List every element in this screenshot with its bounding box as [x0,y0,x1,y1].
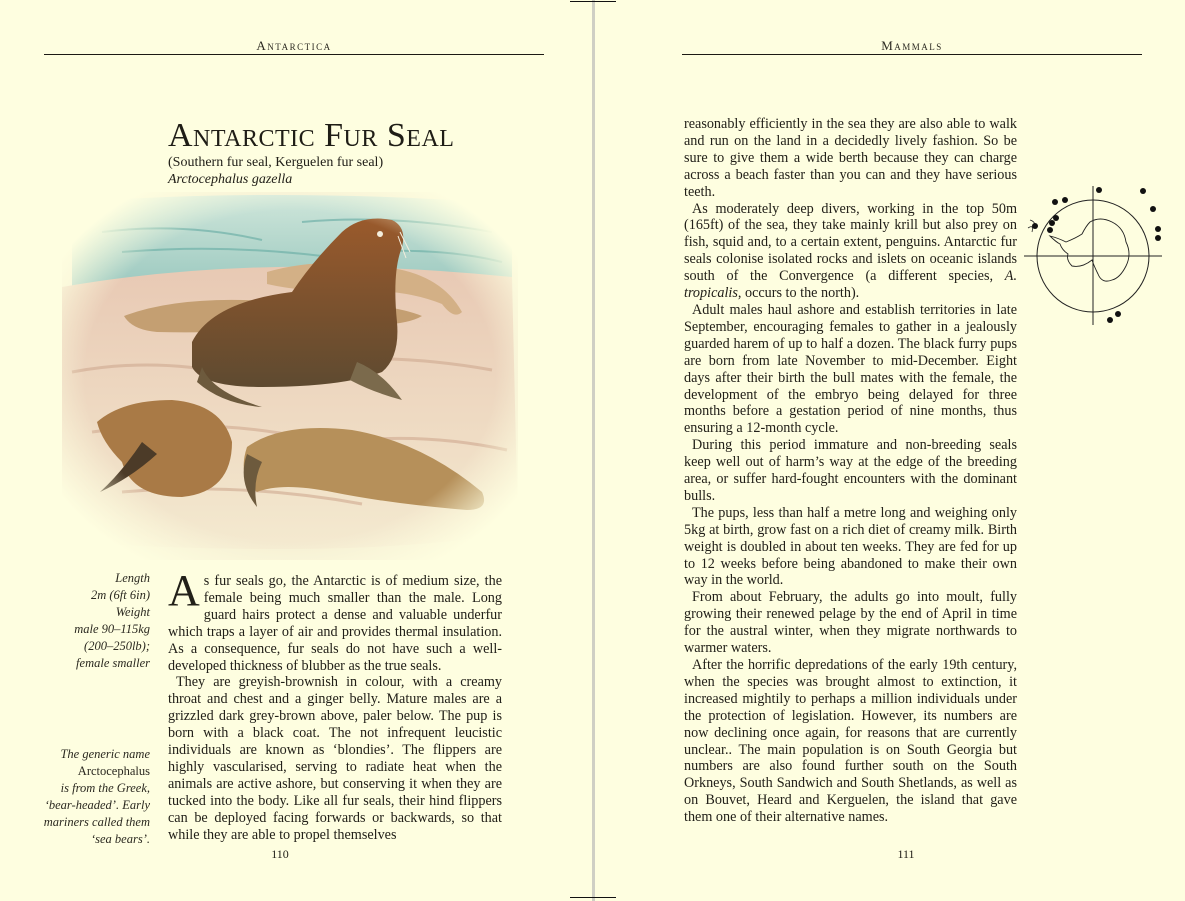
fur-seal-illustration [62,192,518,560]
body-paragraph: From about February, the adults go into moult, fully growing their renewed pelage by the end of April in time for the austral winter, when they migrate northwards to warmer waters. [684,589,1017,657]
paragraph-text: , occurs to the north). [737,285,860,302]
species-italic: A. tropicalis [684,268,1017,302]
page-number-left: 110 [271,847,289,861]
weight-value-male: male 90–115kg [74,622,150,636]
common-names: (Southern fur seal, Kerguelen fur seal) [168,155,384,170]
body-paragraph: During this period immature and non-breeding seals keep well out of harm’s way at the edge of the breeding area, or suffer hard-fought encounters with the dominant bulls. [684,437,1017,504]
etymology-line: mariners called them [43,815,150,829]
body-paragraph: They are greyish-brownish in colour, with a creamy throat and chest and a ginger belly. Mature males are a grizzled dark grey-brown above, paler below. The pup is born with a black coat. The not infrequent leucistic individuals are known as ‘blondies’. The flippers are highly vascularised, serving to radiate heat when the animals are active ashore, but conserving it when they are tucked into the body. Like all fur seals, their hind flippers can be deployed facing forwards or backwards, so that while they are able to propel themselves [168,674,502,843]
body-paragraph: reasonably efficiently in the sea they are also able to walk and run on the land in a decidedly lively fashion. So be sure to give them a wide berth because they can charge across a beach faster than you can and they have serious teeth. [684,116,1017,200]
distribution-map-icon [1020,170,1185,340]
species-heading [168,118,454,188]
etymology-line: ‘bear-headed’. Early [44,798,150,812]
right-body-text [684,116,1017,826]
paragraph-text: As moderately deep divers, working in the top 50m (165ft) of the sea, they take mainly krill but also prey on fish, squid and, to a certain extent, penguins. Antarctic fur seals colonise isolated rocks and islets on oceanic islands south of the Convergence (a different species, [684,200,1017,285]
body-paragraph: Adult males haul ashore and establish territories in late September, encouraging females to gather in a jealously guarded harem of up to half a dozen. The black furry pups are born from late November to mid-December. Eight days after their birth the bull mates with the female, the development of the embryo being delayed for three months before a gestation period of nine months, thus ensuring a 12-month cycle. [684,301,1017,437]
body-paragraph: After the horrific depredations of the early 19th century, when the species was brought almost to extinction, it increased mightily to perhaps a million individuals under the protection of legislation. However, its numbers are now declining once again, for reasons that are currently unclear.. The main population is on South Georgia but numbers are also found further south on the South Orkneys, South Sandwich and South Shetlands, as well as on Bouvet, Heard and Kerguelen, the island that gave them one of their alternative names. [684,657,1017,826]
running-head-left: Antarctica [256,38,332,53]
body-paragraph [684,201,1017,302]
header-rule-left [44,54,544,55]
crop-mark-bottom [570,897,616,898]
etymology-genus-name: Arctocephalus [77,764,150,778]
length-value: 2m (6ft 6in) [90,588,150,602]
weight-value-female: female smaller [76,656,150,670]
length-label: Length [115,571,150,585]
weight-label: Weight [115,605,150,619]
weight-value-imperial: (200–250lb); [84,639,150,653]
crop-mark-top [570,1,616,2]
species-title: Antarctic Fur Seal [168,117,455,154]
drop-cap: A [168,566,200,615]
page-number-right: 111 [897,847,915,861]
header-rule-right [682,54,1142,55]
etymology-line: ‘sea bears’. [90,832,150,846]
scientific-name: Arctocephalus gazella [168,172,293,187]
etymology-sidenote [40,746,150,848]
left-body-text [168,566,502,844]
etymology-line: is from the Greek, [60,781,150,795]
body-paragraph [168,566,502,674]
book-gutter [592,0,595,901]
paragraph-text: s fur seals go, the Antarctic is of medium size, the female being much smaller than the male. Long guard hairs protect a dense and valuable underfur which traps a layer of air and provides thermal insulation. As a consequence, fur seals do not have such a well-developed thickness of blubber as the true seals. [168,573,502,674]
measurements-sidenote [40,570,150,672]
running-head-right: Mammals [881,38,943,53]
body-paragraph: The pups, less than half a metre long and weighing only 5kg at birth, grow fast on a rich diet of creamy milk. Birth weight is doubled in about ten weeks. They are fed for up to 12 weeks before being abandoned to make their own way in the world. [684,504,1017,589]
etymology-line: The generic name [60,747,150,761]
